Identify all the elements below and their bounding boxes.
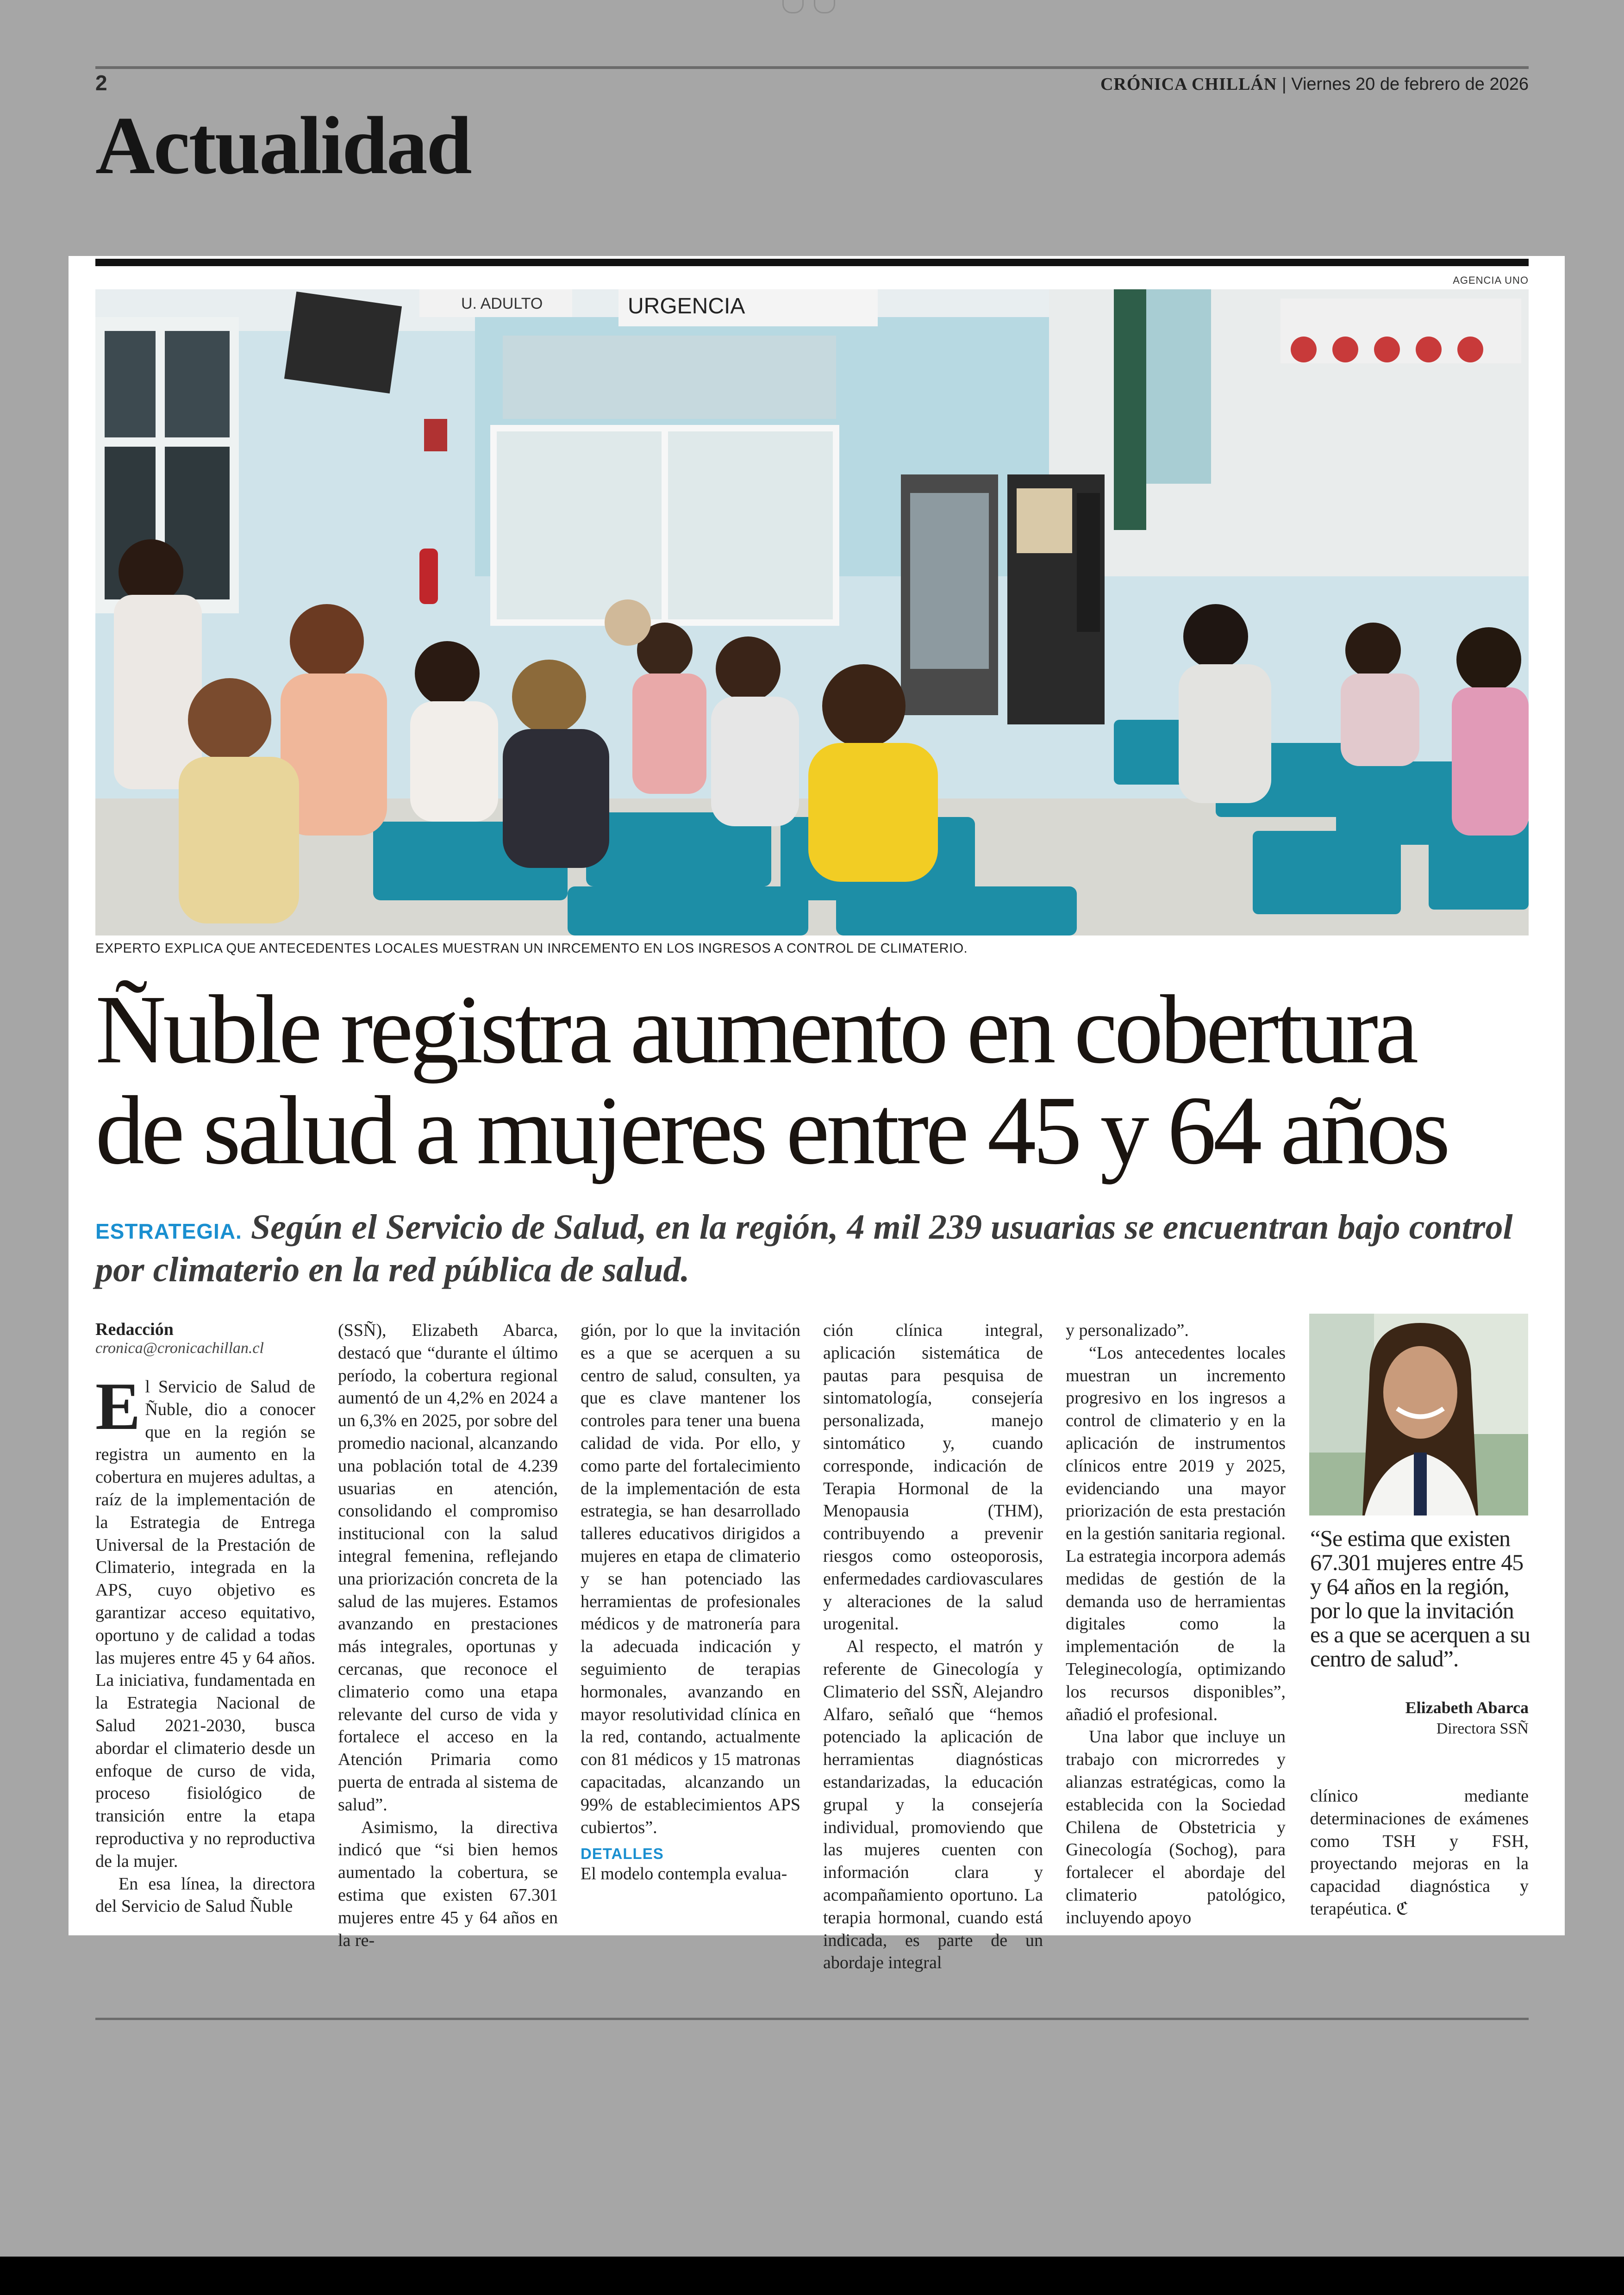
body-paragraph: y personalizado”. bbox=[1066, 1321, 1189, 1340]
masthead bbox=[1100, 74, 1529, 94]
article-column-6 bbox=[1310, 1785, 1529, 1921]
waiting-room-photo bbox=[95, 289, 1529, 935]
article-column-2 bbox=[338, 1319, 558, 1952]
body-paragraph: Al respecto, el matrón y referente de Ginecología y Climaterio del SSÑ, Alejandro Alfaro, señaló que “hemos potenciado la aplicación de herramientas diagnósticas estandarizadas, la educación grupal y la consejería individual, promoviendo que las mujeres cuenten con información clara y acompañamiento oportuno. La terapia hormonal, cuando está indicada, es parte de un abordaje integral bbox=[823, 1637, 1043, 1973]
body-paragraph: ción clínica integral, aplicación sistemática de pautas para pesquisa de sintomatología, consejería personalizada, manejo sintomático y, cuando corresponde, indicación de Terapia Hormonal de la Menopausia (THM), contribuyendo a prevenir riesgos como osteoporosis, enfermedades cardiovasculares y alteraciones de la salud urogenital. bbox=[823, 1321, 1043, 1634]
article-column-1 bbox=[95, 1319, 315, 1918]
footer-rule bbox=[95, 2018, 1529, 2020]
deck-text: Según el Servicio de Salud, en la región, 4 mil 239 usuarias se encuentran bajo control por climaterio en la red pública de salud. bbox=[95, 1208, 1513, 1289]
deck bbox=[95, 1206, 1529, 1291]
issue-date: | Viernes 20 de febrero de 2026 bbox=[1281, 75, 1529, 94]
body-paragraph: (SSÑ), Elizabeth Abarca, destacó que “durante el último período, la cobertura regional aumentó de un 4,2% en 2024 a un 6,3% en 2025, por sobre del promedio nacional, alcanzando una población total de 4.239 usuarias en atención, consolidando el compromiso institucional con la salud integral femenina, reflejando una priorización concreta de la salud de las mujeres. Estamos avanzando en prestaciones más integrales, oportunas y cercanas, que reconoce el climaterio como una etapa relevante del curso de vida y fortalece el acceso en la Atención Primaria como puerta de entrada al sistema de salud”. bbox=[338, 1321, 558, 1815]
page-number: 2 bbox=[95, 71, 107, 95]
pull-quote-role: Directora SSÑ bbox=[1436, 1720, 1529, 1737]
header-rule bbox=[95, 66, 1529, 69]
subhead-detalles: DETALLES bbox=[581, 1845, 664, 1863]
body-paragraph: En esa línea, la directora del Servicio de Salud Ñuble bbox=[95, 1874, 315, 1916]
article-column-4 bbox=[823, 1319, 1043, 1974]
body-paragraph: Una labor que incluye un trabajo con microrredes y alianzas estratégicas, como la establecida con la Sociedad Chilena de Obstetricia y Ginecología (Sochog), para fortalecer el abordaje del climaterio patológico, incluyendo apoyo bbox=[1066, 1727, 1286, 1927]
headline bbox=[95, 975, 1529, 1185]
article-top-rule bbox=[95, 259, 1529, 266]
byline-email: cronica@cronicachillan.cl bbox=[95, 1340, 264, 1357]
headline-line-2: de salud a mujeres entre 45 y 64 años bbox=[95, 1076, 1448, 1185]
newspaper-name: CRÓNICA CHILLÁN bbox=[1100, 75, 1277, 94]
body-paragraph: Asimismo, la directiva indicó que “si bien hemos aumentado la cobertura, se estima que existen 67.301 mujeres entre 45 y 64 años en la re- bbox=[338, 1817, 558, 1950]
deck-kicker: ESTRATEGIA. bbox=[95, 1219, 242, 1243]
section-title: Actualidad bbox=[95, 100, 471, 191]
pull-quote: “Se estima que existen 67.301 mujeres entre 45 y 64 años en la región, por lo que la invitación es a que se acerquen a su centro de salud”. bbox=[1310, 1525, 1530, 1671]
page-nav-indicators bbox=[782, 0, 838, 14]
body-paragraph: clínico mediante determinaciones de exámenes como TSH y FSH, proyectando mejoras en la capacidad diagnóstica y terapéutica. ℭ bbox=[1310, 1786, 1529, 1919]
viewer-bottom-bar bbox=[0, 2257, 1624, 2295]
portrait-photo bbox=[1309, 1314, 1528, 1515]
drop-cap: E bbox=[95, 1369, 141, 1444]
body-paragraph: gión, por lo que la invitación es a que se acerquen a su centro de salud, consulten, ya que es clave mantener los controles para tener una buena calidad de vida. Por ello, y como parte del fortalecimiento de la implementación de esta estrategia, se han desarrollado talleres educativos dirigidos a mujeres en etapa de climaterio y se han potenciado las herramientas de profesionales médicos y de matronería para la adecuada indicación y seguimiento de terapias hormonales, avanzando en mayor resolutividad clínica en la red, contando, actualmente con 81 médicos y 15 matronas capacitadas, alcanzando un 99% de establecimientos APS cubiertos”. bbox=[581, 1321, 800, 1837]
article-column-3 bbox=[581, 1319, 800, 1885]
body-paragraph: “Los antecedentes locales muestran un incremento progresivo en los ingresos a control de climaterio y en la aplicación de instrumentos clínicos entre 2019 y 2025, evidenciando una mayor priorización de esta prestación en la gestión sanitaria regional. La estrategia incorpora además medidas de gestión de la demanda uso de herramientas digitales como la implementación de la Teleginecología, optimizando los recursos disponibles”, añadió el profesional. bbox=[1066, 1343, 1286, 1724]
article-column-5 bbox=[1066, 1319, 1286, 1929]
sign-urgencia: URGENCIA bbox=[628, 294, 745, 318]
body-paragraph: El Servicio de Salud de Ñuble, dio a conocer que en la región se registra un aumento en la cobertura en mujeres adultas, a raíz de la implementación de la Estrategia de Entrega Universal de la Prestación de Climaterio, integrada en la APS, cuyo objetivo es garantizar acceso equitativo, oportuno y de calidad a todas las mujeres entre 45 y 64 años. La iniciativa, fundamentada en la Estrategia Nacional de Salud 2021-2030, busca abordar el climaterio desde un enfoque de curso de vida, proceso fisiológico de transición entre la etapa reproductiva y no reproductiva de la mujer. bbox=[95, 1369, 315, 1871]
photo-credit: AGENCIA UNO bbox=[1453, 274, 1529, 286]
end-mark-icon: ℭ bbox=[1396, 1899, 1409, 1919]
photo-caption: EXPERTO EXPLICA QUE ANTECEDENTES LOCALES MUESTRAN UN INRCEMENTO EN LOS INGRESOS A CONTROL DE CLIMATERIO. bbox=[95, 941, 968, 956]
headline-line-1: Ñuble registra aumento en cobertura bbox=[95, 975, 1416, 1084]
sign-adulto: U. ADULTO bbox=[461, 295, 543, 312]
body-paragraph: El modelo contempla evalua- bbox=[581, 1864, 787, 1884]
byline-name: Redacción bbox=[95, 1320, 174, 1339]
pull-quote-name: Elizabeth Abarca bbox=[1405, 1698, 1529, 1717]
